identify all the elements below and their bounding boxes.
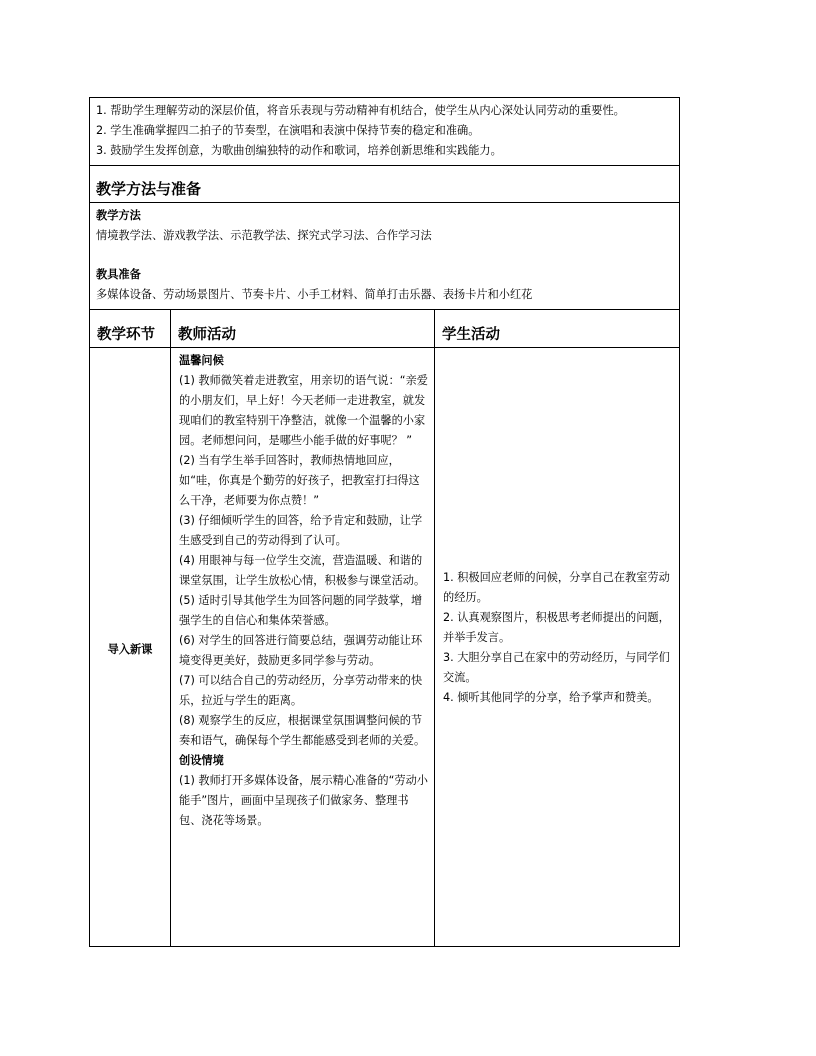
scene-item: (1) 教师打开多媒体设备，展示精心准备的“劳动小能手”图片，画面中呈现孩子们做家务、整理书包、浇花等场景。 — [179, 774, 428, 827]
prep-title: 教具准备 — [96, 268, 141, 281]
header-teacher: 教师活动 — [171, 310, 435, 347]
methods-section-heading: 教学方法与准备 — [90, 166, 679, 203]
goal-item: 1. 帮助学生理解劳动的深层价值，将音乐表现与劳动精神有机结合，使学生从内心深处认同劳动的重要性。 — [96, 104, 625, 117]
student-item: 1. 积极回应老师的问候，分享自己在教室劳动的经历。 — [443, 571, 670, 604]
teaching-goals-cell — [90, 98, 679, 166]
greeting-item: (8) 观察学生的反应，根据课堂氛围调整问候的节奏和语气，确保每个学生都能感受到老师的关爱。 — [179, 714, 426, 747]
student-item: 3. 大胆分享自己在家中的劳动经历，与同学们交流。 — [443, 651, 670, 684]
methods-text: 情境教学法、游戏教学法、示范教学法、探究式学习法、合作学习法 — [96, 229, 432, 242]
activity-table-header — [90, 310, 679, 348]
activity-table-row — [90, 348, 679, 946]
methods-cell — [90, 203, 679, 310]
prep-text: 多媒体设备、劳动场景图片、节奏卡片、小手工材料、简单打击乐器、表扬卡片和小红花 — [96, 288, 533, 301]
student-item: 4. 倾听其他同学的分享，给予掌声和赞美。 — [443, 691, 659, 704]
greeting-item: (7) 可以结合自己的劳动经历，分享劳动带来的快乐，拉近与学生的距离。 — [179, 674, 423, 707]
scene-title: 创设情境 — [179, 754, 224, 767]
teacher-activity-cell — [171, 348, 435, 946]
greeting-item: (6) 对学生的回答进行简要总结，强调劳动能让环境变得更美好，鼓励更多同学参与劳动。 — [179, 634, 423, 667]
goal-item: 3. 鼓励学生发挥创意，为歌曲创编独特的动作和歌词，培养创新思维和实践能力。 — [96, 144, 502, 157]
student-item: 2. 认真观察图片，积极思考老师提出的问题，并举手发言。 — [443, 611, 670, 644]
methods-title: 教学方法 — [96, 209, 141, 222]
spacer — [96, 246, 673, 265]
greeting-title: 温馨问候 — [179, 354, 224, 367]
stage-cell — [90, 348, 171, 946]
greeting-item: (4) 用眼神与每一位学生交流，营造温暖、和谐的课堂氛围，让学生放松心情，积极参与课堂活动。 — [179, 554, 426, 587]
goal-item: 2. 学生准确掌握四二拍子的节奏型，在演唱和表演中保持节奏的稳定和准确。 — [96, 124, 480, 137]
greeting-item: (3) 仔细倾听学生的回答，给予肯定和鼓励，让学生感受到自己的劳动得到了认可。 — [179, 514, 423, 547]
greeting-item: (1) 教师微笑着走进教室，用亲切的语气说：“亲爱的小朋友们，早上好！今天老师一走进教室，就发现咱们的教室特别干净整洁，就像一个温馨的小家园。老师想问问，是哪些小能手做的好事呢？ ” — [179, 374, 428, 447]
header-stage: 教学环节 — [90, 310, 171, 347]
greeting-item: (2) 当有学生举手回答时，教师热情地回应，如“哇，你真是个勤劳的好孩子，把教室打扫得这么干净，老师要为你点赞！” — [179, 454, 420, 507]
stage-label: 导入新课 — [107, 643, 153, 656]
header-student: 学生活动 — [442, 327, 500, 343]
greeting-item: (5) 适时引导其他学生为回答问题的同学鼓掌，增强学生的自信心和集体荣誉感。 — [179, 594, 423, 627]
lesson-plan-table — [89, 97, 680, 947]
student-activity-cell — [435, 348, 679, 946]
